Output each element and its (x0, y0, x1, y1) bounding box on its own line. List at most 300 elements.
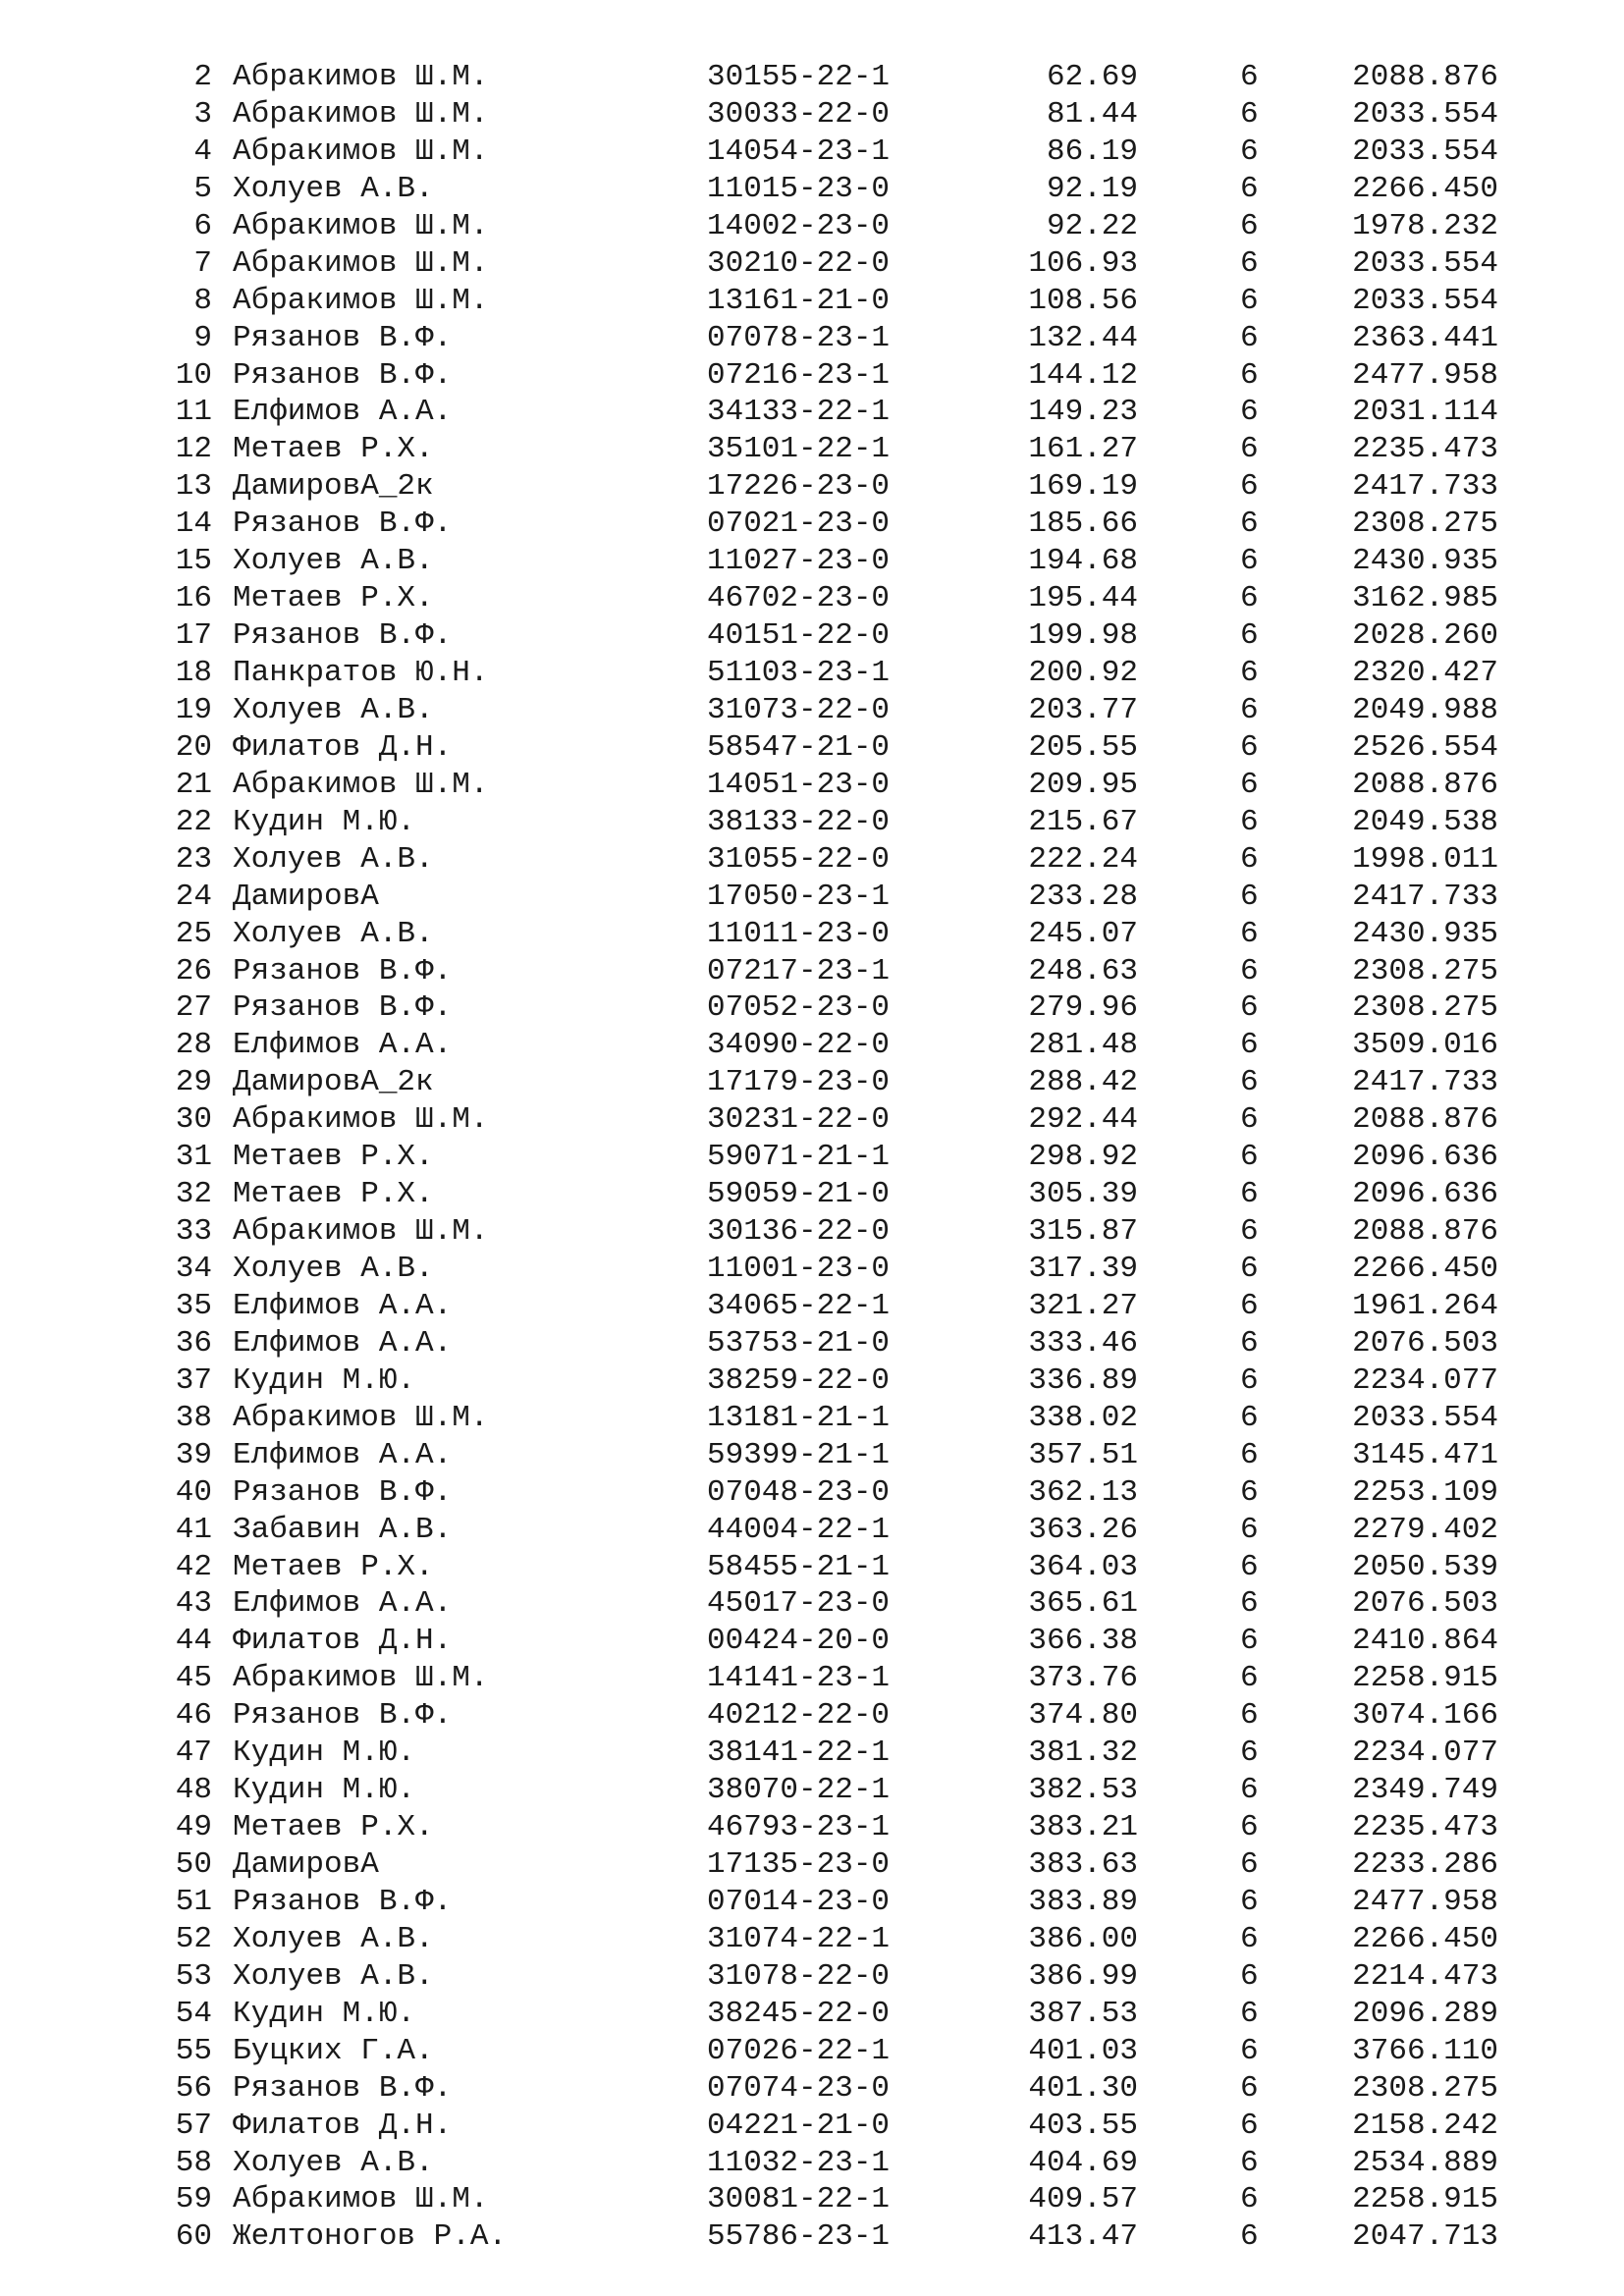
measure-value: 413.47 (1028, 2219, 1138, 2255)
total-value: 2076.503 (1352, 1325, 1498, 1361)
record-code: 35101-22-1 (707, 432, 891, 467)
record-code: 13181-21-1 (707, 1400, 891, 1435)
total-value: 2308.275 (1352, 2070, 1498, 2106)
measure-value: 86.19 (1046, 133, 1138, 169)
record-code: 00424-20-0 (707, 1624, 891, 1659)
row-number: 33 (175, 1214, 212, 1250)
total-value: 2234.077 (1352, 1362, 1498, 1398)
measure-value: 245.07 (1028, 916, 1138, 951)
person-name: Кудин М.Ю. (233, 1996, 416, 2031)
record-code: 34133-22-1 (707, 395, 891, 430)
total-value: 2308.275 (1352, 953, 1498, 988)
count-value: 6 (1240, 618, 1259, 654)
measure-value: 401.30 (1028, 2070, 1138, 2106)
table-row (0, 729, 1624, 767)
total-value: 2233.286 (1352, 1847, 1498, 1882)
record-code: 14051-23-0 (707, 767, 891, 802)
measure-value: 365.61 (1028, 1586, 1138, 1622)
row-number: 30 (175, 1102, 212, 1138)
table-row (0, 357, 1624, 395)
measure-value: 108.56 (1028, 283, 1138, 318)
record-code: 30136-22-0 (707, 1214, 891, 1250)
person-name: Буцких Г.А. (233, 2033, 434, 2068)
person-name: Рязанов В.Ф. (233, 357, 453, 393)
table-row (0, 1549, 1624, 1586)
row-number: 41 (175, 1512, 212, 1547)
row-number: 58 (175, 2145, 212, 2180)
measure-value: 366.38 (1028, 1624, 1138, 1659)
measure-value: 403.55 (1028, 2108, 1138, 2143)
row-number: 29 (175, 1065, 212, 1100)
person-name: Абракимов Ш.М. (233, 2182, 489, 2217)
person-name: Кудин М.Ю. (233, 1773, 416, 1808)
person-name: Абракимов Ш.М. (233, 1102, 489, 1138)
table-row (0, 320, 1624, 357)
person-name: Рязанов В.Ф. (233, 1698, 453, 1734)
person-name: Рязанов В.Ф. (233, 2070, 453, 2106)
table-row (0, 1362, 1624, 1400)
table-row (0, 2181, 1624, 2218)
record-code: 11032-23-1 (707, 2145, 891, 2180)
row-number: 11 (175, 395, 212, 430)
table-row (0, 1772, 1624, 1809)
person-name: Метаев Р.Х. (233, 432, 434, 467)
person-name: Холуев А.В. (233, 1921, 434, 1956)
measure-value: 386.00 (1028, 1921, 1138, 1956)
row-number: 14 (175, 507, 212, 542)
count-value: 6 (1240, 245, 1259, 281)
total-value: 1998.011 (1352, 841, 1498, 877)
count-value: 6 (1240, 1177, 1259, 1212)
record-code: 11011-23-0 (707, 916, 891, 951)
measure-value: 200.92 (1028, 656, 1138, 690)
person-name: Холуев А.В. (233, 692, 434, 727)
measure-value: 298.92 (1028, 1140, 1138, 1175)
row-number: 37 (175, 1362, 212, 1398)
record-code: 34065-22-1 (707, 1288, 891, 1323)
row-number: 3 (193, 96, 212, 132)
count-value: 6 (1240, 1549, 1259, 1584)
count-value: 6 (1240, 283, 1259, 318)
record-code: 11001-23-0 (707, 1252, 891, 1286)
measure-value: 383.21 (1028, 1810, 1138, 1845)
measure-value: 381.32 (1028, 1735, 1138, 1771)
person-name: Забавин А.В. (233, 1512, 453, 1547)
total-value: 2417.733 (1352, 469, 1498, 505)
measure-value: 362.13 (1028, 1474, 1138, 1510)
total-value: 2076.503 (1352, 1586, 1498, 1622)
row-number: 40 (175, 1474, 212, 1510)
row-number: 49 (175, 1810, 212, 1845)
total-value: 2049.538 (1352, 804, 1498, 839)
table-row (0, 692, 1624, 729)
table-row (0, 1623, 1624, 1660)
total-value: 2266.450 (1352, 171, 1498, 206)
record-code: 14002-23-0 (707, 208, 891, 243)
person-name: Холуев А.В. (233, 841, 434, 877)
table-row (0, 2070, 1624, 2108)
person-name: Холуев А.В. (233, 2145, 434, 2180)
person-name: Панкратов Ю.Н. (233, 656, 489, 690)
person-name: Кудин М.Ю. (233, 804, 416, 839)
record-code: 07216-23-1 (707, 357, 891, 393)
row-number: 21 (175, 767, 212, 802)
total-value: 2096.636 (1352, 1140, 1498, 1175)
record-code: 59071-21-1 (707, 1140, 891, 1175)
person-name: Рязанов В.Ф. (233, 618, 453, 654)
total-value: 2088.876 (1352, 1214, 1498, 1250)
record-code: 30210-22-0 (707, 245, 891, 281)
count-value: 6 (1240, 1810, 1259, 1845)
measure-value: 185.66 (1028, 507, 1138, 542)
measure-value: 81.44 (1046, 96, 1138, 132)
measure-value: 404.69 (1028, 2145, 1138, 2180)
person-name: Елфимов А.А. (233, 1586, 453, 1622)
row-number: 12 (175, 432, 212, 467)
row-number: 56 (175, 2070, 212, 2106)
person-name: ДамировА (233, 879, 379, 914)
measure-value: 315.87 (1028, 1214, 1138, 1250)
person-name: Елфимов А.А. (233, 1437, 453, 1472)
table-row (0, 245, 1624, 283)
record-code: 11015-23-0 (707, 171, 891, 206)
total-value: 2363.441 (1352, 320, 1498, 355)
total-value: 2534.889 (1352, 2145, 1498, 2180)
person-name: Филатов Д.Н. (233, 2108, 453, 2143)
person-name: Абракимов Ш.М. (233, 245, 489, 281)
record-code: 07026-22-1 (707, 2033, 891, 2068)
row-number: 17 (175, 618, 212, 654)
person-name: Абракимов Ш.М. (233, 96, 489, 132)
person-name: Абракимов Ш.М. (233, 283, 489, 318)
table-row (0, 580, 1624, 617)
count-value: 6 (1240, 879, 1259, 914)
row-number: 24 (175, 879, 212, 914)
record-code: 17050-23-1 (707, 879, 891, 914)
table-row (0, 208, 1624, 245)
record-code: 46793-23-1 (707, 1810, 891, 1845)
table-row (0, 1585, 1624, 1623)
person-name: Абракимов Ш.М. (233, 767, 489, 802)
table-row (0, 506, 1624, 543)
record-code: 40212-22-0 (707, 1698, 891, 1734)
count-value: 6 (1240, 1847, 1259, 1882)
row-number: 52 (175, 1921, 212, 1956)
row-number: 25 (175, 916, 212, 951)
person-name: Рязанов В.Ф. (233, 507, 453, 542)
row-number: 44 (175, 1624, 212, 1659)
record-code: 31078-22-0 (707, 1958, 891, 1994)
total-value: 2033.554 (1352, 96, 1498, 132)
count-value: 6 (1240, 208, 1259, 243)
row-number: 55 (175, 2033, 212, 2068)
row-number: 2 (193, 60, 212, 94)
total-value: 2417.733 (1352, 1065, 1498, 1100)
record-code: 46702-23-0 (707, 581, 891, 616)
record-code: 13161-21-0 (707, 283, 891, 318)
table-row (0, 1101, 1624, 1139)
row-number: 23 (175, 841, 212, 877)
measure-value: 203.77 (1028, 692, 1138, 727)
count-value: 6 (1240, 1362, 1259, 1398)
row-number: 26 (175, 953, 212, 988)
table-row (0, 1474, 1624, 1512)
count-value: 6 (1240, 1884, 1259, 1919)
table-row (0, 431, 1624, 468)
table-row (0, 1697, 1624, 1735)
table-row (0, 989, 1624, 1027)
row-number: 19 (175, 692, 212, 727)
person-name: Метаев Р.Х. (233, 1177, 434, 1212)
row-number: 42 (175, 1549, 212, 1584)
measure-value: 169.19 (1028, 469, 1138, 505)
measure-value: 317.39 (1028, 1252, 1138, 1286)
row-number: 9 (193, 320, 212, 355)
total-value: 2096.636 (1352, 1177, 1498, 1212)
count-value: 6 (1240, 1698, 1259, 1734)
count-value: 6 (1240, 1288, 1259, 1323)
row-number: 31 (175, 1140, 212, 1175)
table-row (0, 916, 1624, 953)
measure-value: 279.96 (1028, 990, 1138, 1026)
row-number: 43 (175, 1586, 212, 1622)
measure-value: 321.27 (1028, 1288, 1138, 1323)
person-name: Абракимов Ш.М. (233, 1661, 489, 1696)
count-value: 6 (1240, 544, 1259, 579)
person-name: Елфимов А.А. (233, 1325, 453, 1361)
count-value: 6 (1240, 2145, 1259, 2180)
measure-value: 383.63 (1028, 1847, 1138, 1882)
person-name: ДамировА (233, 1847, 379, 1882)
count-value: 6 (1240, 1773, 1259, 1808)
record-code: 07048-23-0 (707, 1474, 891, 1510)
table-row (0, 1064, 1624, 1101)
person-name: Елфимов А.А. (233, 1288, 453, 1323)
table-row (0, 1884, 1624, 1921)
table-row (0, 2033, 1624, 2070)
person-name: Абракимов Ш.М. (233, 60, 489, 94)
total-value: 2234.077 (1352, 1735, 1498, 1771)
table-row (0, 283, 1624, 320)
document-table (0, 59, 1624, 2256)
table-row (0, 468, 1624, 506)
total-value: 2349.749 (1352, 1773, 1498, 1808)
row-number: 18 (175, 656, 212, 690)
row-number: 22 (175, 804, 212, 839)
row-number: 7 (193, 245, 212, 281)
measure-value: 364.03 (1028, 1549, 1138, 1584)
count-value: 6 (1240, 1586, 1259, 1622)
measure-value: 92.22 (1046, 208, 1138, 243)
person-name: Кудин М.Ю. (233, 1362, 416, 1398)
row-number: 6 (193, 208, 212, 243)
total-value: 2308.275 (1352, 990, 1498, 1026)
record-code: 40151-22-0 (707, 618, 891, 654)
row-number: 39 (175, 1437, 212, 1472)
row-number: 32 (175, 1177, 212, 1212)
count-value: 6 (1240, 320, 1259, 355)
row-number: 60 (175, 2219, 212, 2255)
count-value: 6 (1240, 1437, 1259, 1472)
row-number: 51 (175, 1884, 212, 1919)
count-value: 6 (1240, 1624, 1259, 1659)
count-value: 6 (1240, 729, 1259, 765)
record-code: 07078-23-1 (707, 320, 891, 355)
row-number: 50 (175, 1847, 212, 1882)
total-value: 2417.733 (1352, 879, 1498, 914)
person-name: Абракимов Ш.М. (233, 1214, 489, 1250)
table-row (0, 1139, 1624, 1176)
total-value: 2266.450 (1352, 1921, 1498, 1956)
table-row (0, 841, 1624, 879)
measure-value: 305.39 (1028, 1177, 1138, 1212)
person-name: Холуев А.В. (233, 1958, 434, 1994)
total-value: 2308.275 (1352, 507, 1498, 542)
total-value: 2430.935 (1352, 916, 1498, 951)
person-name: Елфимов А.А. (233, 395, 453, 430)
measure-value: 215.67 (1028, 804, 1138, 839)
record-code: 59059-21-0 (707, 1177, 891, 1212)
record-code: 07014-23-0 (707, 1884, 891, 1919)
total-value: 2033.554 (1352, 1400, 1498, 1435)
record-code: 58547-21-0 (707, 729, 891, 765)
count-value: 6 (1240, 804, 1259, 839)
record-code: 31055-22-0 (707, 841, 891, 877)
table-row (0, 96, 1624, 133)
count-value: 6 (1240, 953, 1259, 988)
count-value: 6 (1240, 767, 1259, 802)
measure-value: 338.02 (1028, 1400, 1138, 1435)
person-name: Желтоногов Р.А. (233, 2219, 508, 2255)
record-code: 17226-23-0 (707, 469, 891, 505)
count-value: 6 (1240, 841, 1259, 877)
row-number: 35 (175, 1288, 212, 1323)
row-number: 57 (175, 2108, 212, 2143)
measure-value: 233.28 (1028, 879, 1138, 914)
table-row (0, 1660, 1624, 1697)
person-name: Филатов Д.Н. (233, 1624, 453, 1659)
count-value: 6 (1240, 171, 1259, 206)
row-number: 38 (175, 1400, 212, 1435)
person-name: Абракимов Ш.М. (233, 133, 489, 169)
measure-value: 281.48 (1028, 1028, 1138, 1063)
count-value: 6 (1240, 581, 1259, 616)
record-code: 30081-22-1 (707, 2182, 891, 2217)
row-number: 46 (175, 1698, 212, 1734)
row-number: 5 (193, 171, 212, 206)
record-code: 55786-23-1 (707, 2219, 891, 2255)
count-value: 6 (1240, 990, 1259, 1026)
table-row (0, 1996, 1624, 2033)
table-row (0, 1512, 1624, 1549)
record-code: 11027-23-0 (707, 544, 891, 579)
measure-value: 357.51 (1028, 1437, 1138, 1472)
total-value: 2258.915 (1352, 2182, 1498, 2217)
measure-value: 199.98 (1028, 618, 1138, 654)
count-value: 6 (1240, 507, 1259, 542)
row-number: 13 (175, 469, 212, 505)
total-value: 2258.915 (1352, 1661, 1498, 1696)
count-value: 6 (1240, 357, 1259, 393)
measure-value: 382.53 (1028, 1773, 1138, 1808)
row-number: 10 (175, 357, 212, 393)
table-row (0, 171, 1624, 208)
count-value: 6 (1240, 1735, 1259, 1771)
count-value: 6 (1240, 1958, 1259, 1994)
row-number: 36 (175, 1325, 212, 1361)
record-code: 38141-22-1 (707, 1735, 891, 1771)
total-value: 1961.264 (1352, 1288, 1498, 1323)
table-row (0, 59, 1624, 96)
table-row (0, 133, 1624, 171)
record-code: 38070-22-1 (707, 1773, 891, 1808)
measure-value: 222.24 (1028, 841, 1138, 877)
row-number: 16 (175, 581, 212, 616)
measure-value: 195.44 (1028, 581, 1138, 616)
measure-value: 205.55 (1028, 729, 1138, 765)
total-value: 2050.539 (1352, 1549, 1498, 1584)
person-name: ДамировА_2к (233, 469, 434, 505)
total-value: 3074.166 (1352, 1698, 1498, 1734)
person-name: Рязанов В.Ф. (233, 953, 453, 988)
measure-value: 292.44 (1028, 1102, 1138, 1138)
measure-value: 409.57 (1028, 2182, 1138, 2217)
table-row (0, 1400, 1624, 1437)
record-code: 59399-21-1 (707, 1437, 891, 1472)
measure-value: 363.26 (1028, 1512, 1138, 1547)
count-value: 6 (1240, 1252, 1259, 1286)
total-value: 2033.554 (1352, 133, 1498, 169)
measure-value: 336.89 (1028, 1362, 1138, 1398)
person-name: Холуев А.В. (233, 544, 434, 579)
record-code: 07021-23-0 (707, 507, 891, 542)
table-row (0, 1846, 1624, 1884)
row-number: 15 (175, 544, 212, 579)
table-row (0, 1921, 1624, 1958)
person-name: Метаев Р.Х. (233, 1810, 434, 1845)
measure-value: 248.63 (1028, 953, 1138, 988)
total-value: 2049.988 (1352, 692, 1498, 727)
count-value: 6 (1240, 2182, 1259, 2217)
total-value: 2266.450 (1352, 1252, 1498, 1286)
total-value: 2031.114 (1352, 395, 1498, 430)
total-value: 2477.958 (1352, 1884, 1498, 1919)
count-value: 6 (1240, 2108, 1259, 2143)
measure-value: 92.19 (1046, 171, 1138, 206)
total-value: 2047.713 (1352, 2219, 1498, 2255)
record-code: 31074-22-1 (707, 1921, 891, 1956)
table-row (0, 543, 1624, 580)
measure-value: 288.42 (1028, 1065, 1138, 1100)
total-value: 2410.864 (1352, 1624, 1498, 1659)
table-row (0, 394, 1624, 431)
table-row (0, 1288, 1624, 1325)
total-value: 2253.109 (1352, 1474, 1498, 1510)
count-value: 6 (1240, 2219, 1259, 2255)
table-row (0, 2145, 1624, 2182)
measure-value: 161.27 (1028, 432, 1138, 467)
table-row (0, 1027, 1624, 1064)
count-value: 6 (1240, 1140, 1259, 1175)
row-number: 34 (175, 1252, 212, 1286)
table-row (0, 2218, 1624, 2256)
measure-value: 106.93 (1028, 245, 1138, 281)
count-value: 6 (1240, 60, 1259, 94)
total-value: 2279.402 (1352, 1512, 1498, 1547)
measure-value: 401.03 (1028, 2033, 1138, 2068)
table-row (0, 1325, 1624, 1362)
count-value: 6 (1240, 656, 1259, 690)
